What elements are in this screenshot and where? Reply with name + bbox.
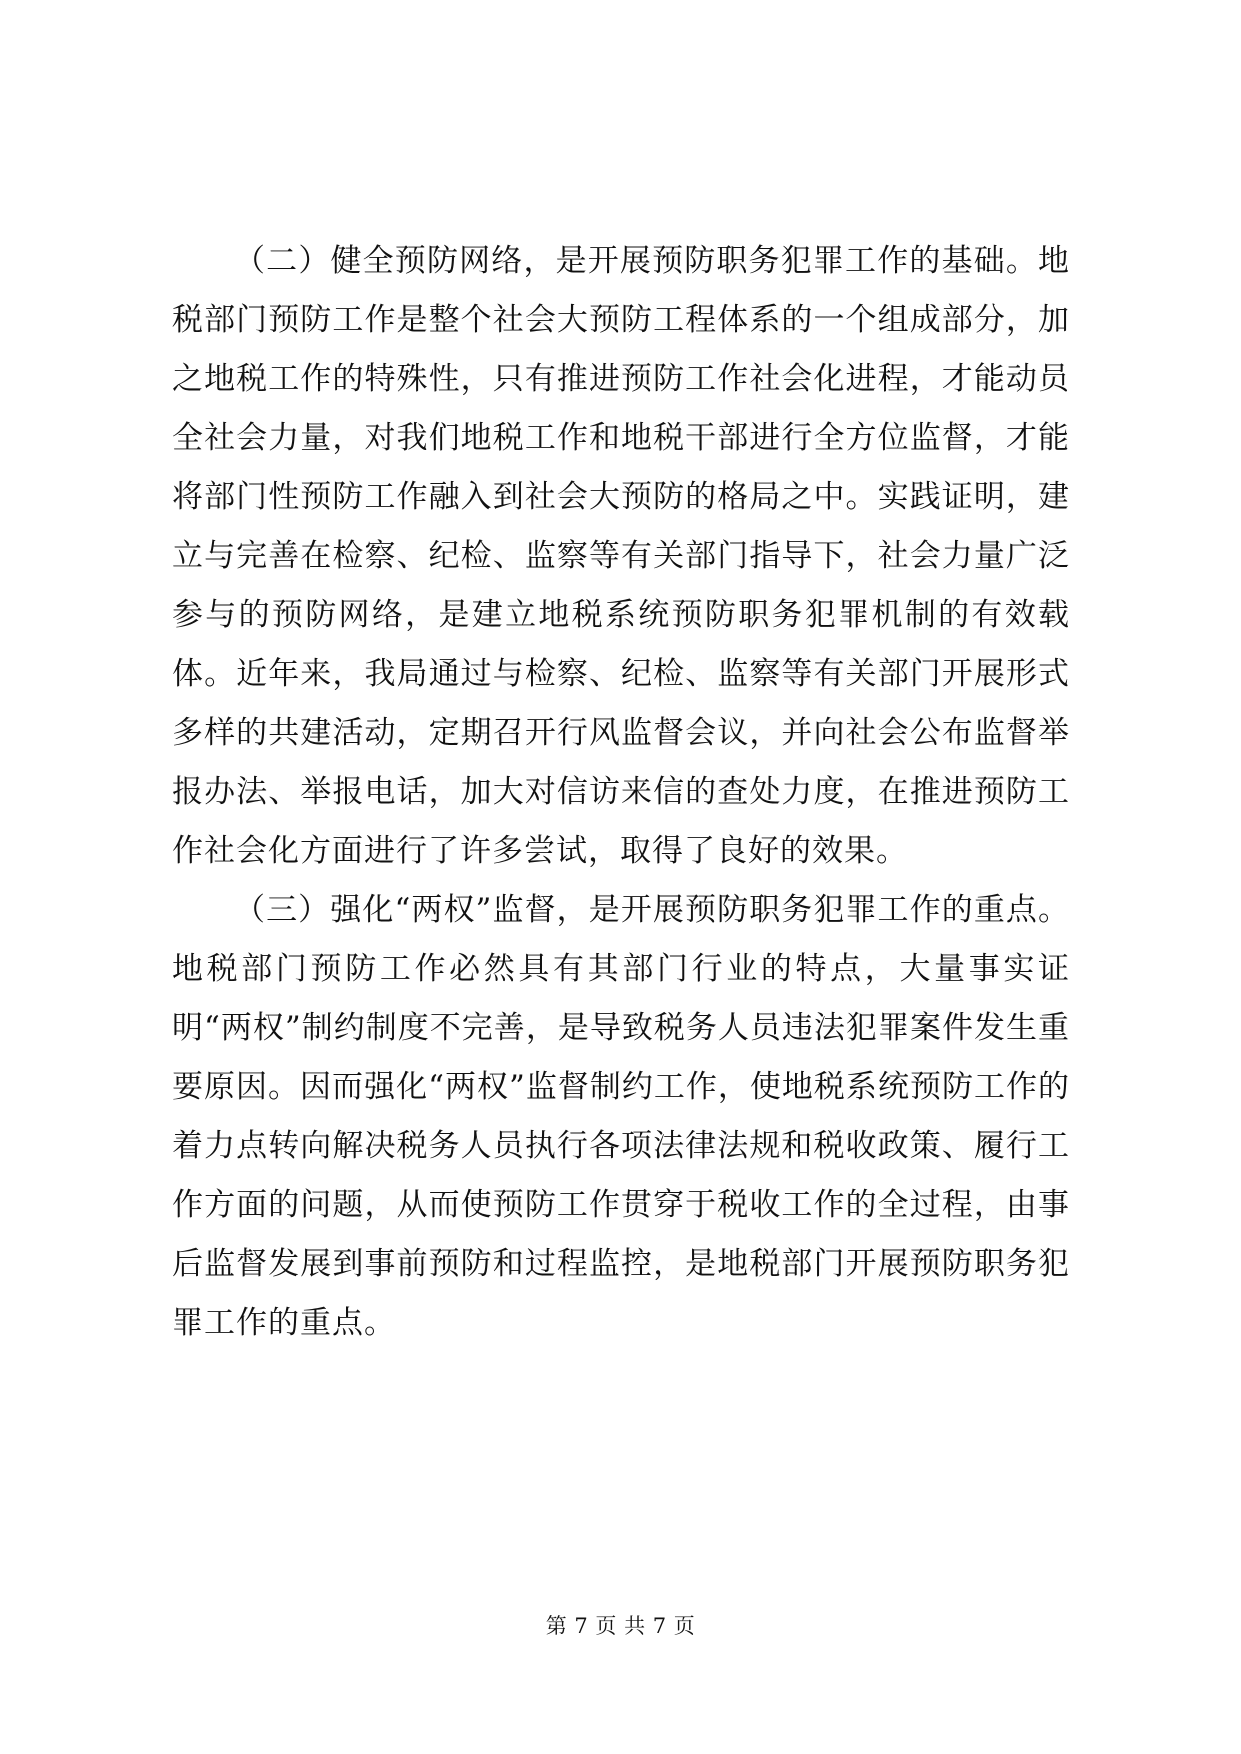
paragraph-section-three: （三）强化“两权”监督，是开展预防职务犯罪工作的重点。地税部门预防工作必然具有其部门行业的特点，大量事实证明“两权”制约制度不完善，是导致税务人员违法犯罪案件发生重要原因。因而强化“两权”监督制约工作，使地税系统预防工作的着力点转向解决税务人员执行各项法律法规和税收政策、履行工作方面的问题，从而使预防工作贯穿于税收工作的全过程，由事后监督发展到事前预防和过程监控，是地税部门开展预防职务犯罪工作的重点。 <box>172 892 1070 1341</box>
page-number-footer: 第 7 页 共 7 页 <box>545 1614 696 1638</box>
document-body <box>172 232 1070 1353</box>
paragraph-section-two: （二）健全预防网络，是开展预防职务犯罪工作的基础。地税部门预防工作是整个社会大预防工程体系的一个组成部分，加之地税工作的特殊性，只有推进预防工作社会化进程，才能动员全社会力量，对我们地税工作和地税干部进行全方位监督，才能将部门性预防工作融入到社会大预防的格局之中。实践证明，建立与完善在检察、纪检、监察等有关部门指导下，社会力量广泛参与的预防网络，是建立地税系统预防职务犯罪机制的有效载体。近年来，我局通过与检察、纪检、监察等有关部门开展形式多样的共建活动，定期召开行风监督会议，并向社会公布监督举报办法、举报电话，加大对信访来信的查处力度，在推进预防工作社会化方面进行了许多尝试，取得了良好的效果。 <box>172 243 1070 869</box>
